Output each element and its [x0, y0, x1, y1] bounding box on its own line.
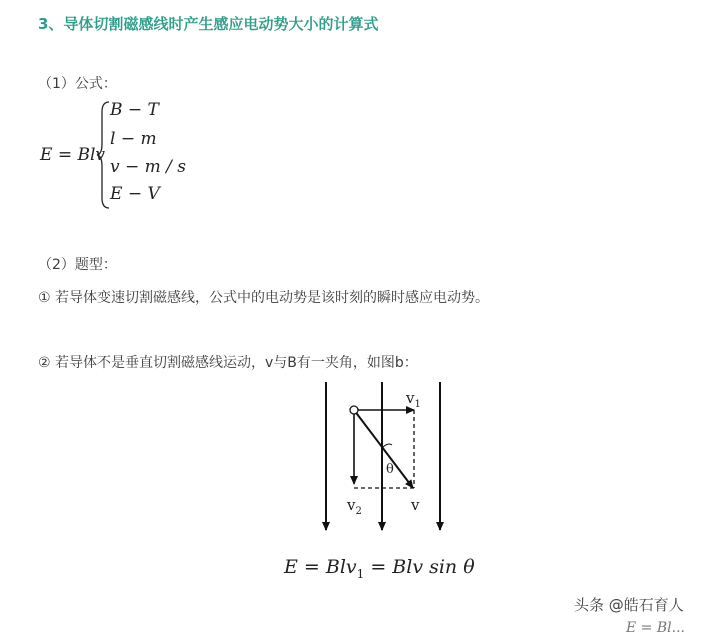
- footer-fragment: E = Bl...: [626, 620, 685, 636]
- formula-label: （1）公式：: [38, 76, 117, 92]
- watermark: 头条 @皓石育人: [574, 596, 684, 614]
- section-heading: 3、导体切割磁感线时产生感应电动势大小的计算式: [38, 15, 379, 33]
- label-v2: $v_2$: [347, 496, 362, 517]
- unit-line-e: E − V: [110, 184, 160, 204]
- item-1: ① 若导体变速切割磁感线，公式中的电动势是该时刻的瞬时感应电动势。: [38, 290, 489, 306]
- figure-b: [310, 378, 460, 540]
- v-arrow: [354, 410, 413, 488]
- item-2: ② 若导体不是垂直切割磁感线运动，v与B有一夹角，如图b：: [38, 355, 418, 371]
- label-v: v: [411, 496, 420, 514]
- unit-line-v: v − m / s: [110, 157, 187, 177]
- label-v1: $v_1$: [406, 389, 421, 410]
- formula-2: E = Blv$_1$ = Blv sin θ: [284, 556, 475, 581]
- formula-lhs: E = Blv: [40, 145, 105, 165]
- unit-line-b: B − T: [110, 100, 159, 120]
- unit-line-l: l − m: [110, 129, 157, 149]
- origin-point: [350, 406, 358, 414]
- question-type-label: （2）题型：: [38, 257, 117, 273]
- label-theta: θ: [386, 462, 394, 477]
